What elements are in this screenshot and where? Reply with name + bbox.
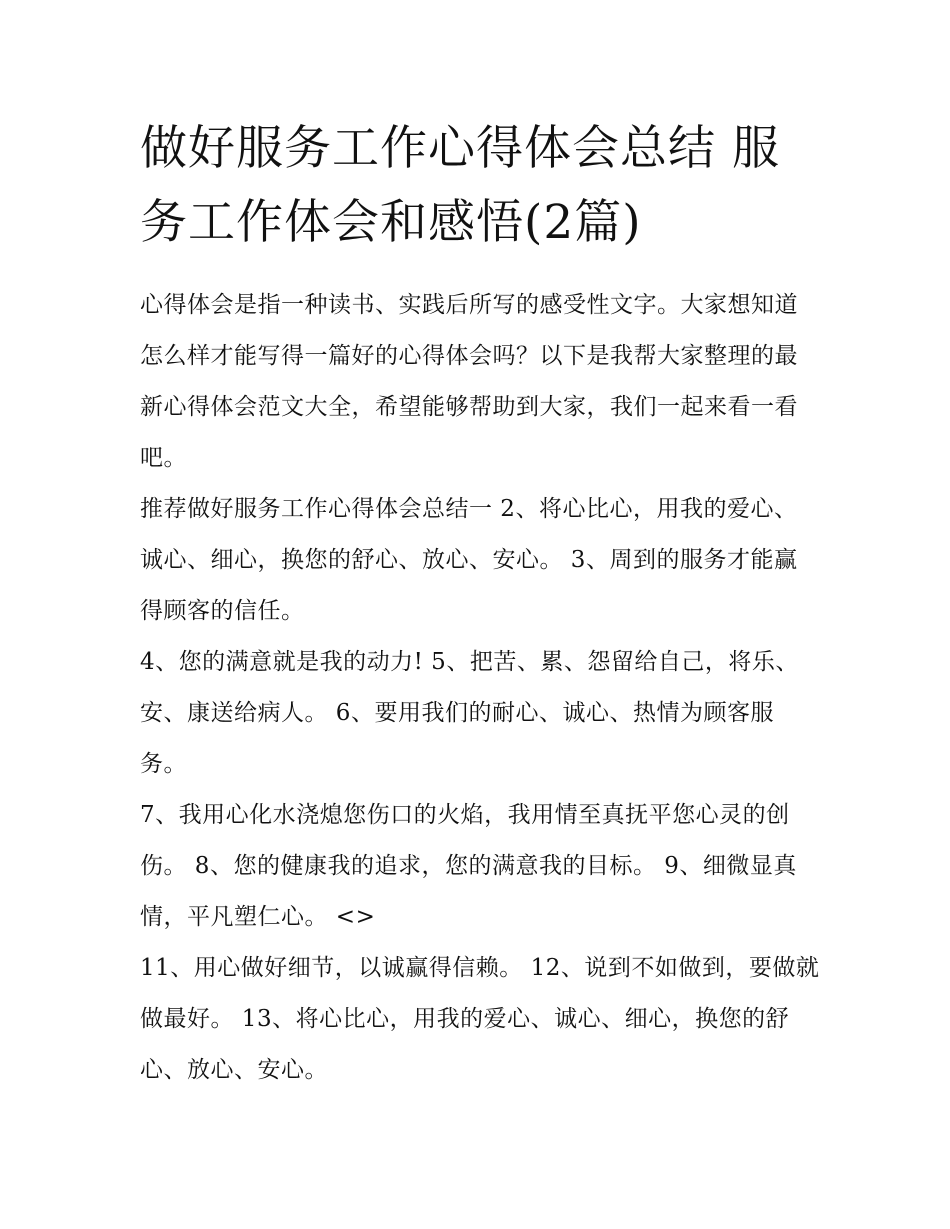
body-paragraph-4: 11、用心做好细节，以诚赢得信赖。 12、说到不如做到，要做就做最好。 13、将心比心，用我的爱心、诚心、细心，换您的舒心、放心、安心。 <box>140 955 820 1083</box>
document-page <box>140 112 820 1096</box>
body-paragraph-3: 7、我用心化水浇熄您伤口的火焰，我用情至真抚平您心灵的创伤。 8、您的健康我的追求，您的满意我的目标。 9、细微显真情，平凡塑仁心。 <> <box>140 802 797 930</box>
intro-paragraph: 心得体会是指一种读书、实践后所写的感受性文字。大家想知道怎么样才能写得一篇好的心得体会吗？以下是我帮大家整理的最新心得体会范文大全，希望能够帮助到大家，我们一起来看一看吧。 <box>140 292 798 471</box>
body-paragraph-1: 推荐做好服务工作心得体会总结一 2、将心比心，用我的爱心、诚心、细心，换您的舒心、放心、安心。 3、周到的服务才能赢得顾客的信任。 <box>140 496 798 624</box>
document-title: 做好服务工作心得体会总结 服务工作体会和感悟(2篇) <box>140 121 780 250</box>
body-paragraph-2: 4、您的满意就是我的动力! 5、把苦、累、怨留给自己，将乐、安、康送给病人。 6、要用我们的耐心、诚心、热情为顾客服务。 <box>140 649 799 777</box>
